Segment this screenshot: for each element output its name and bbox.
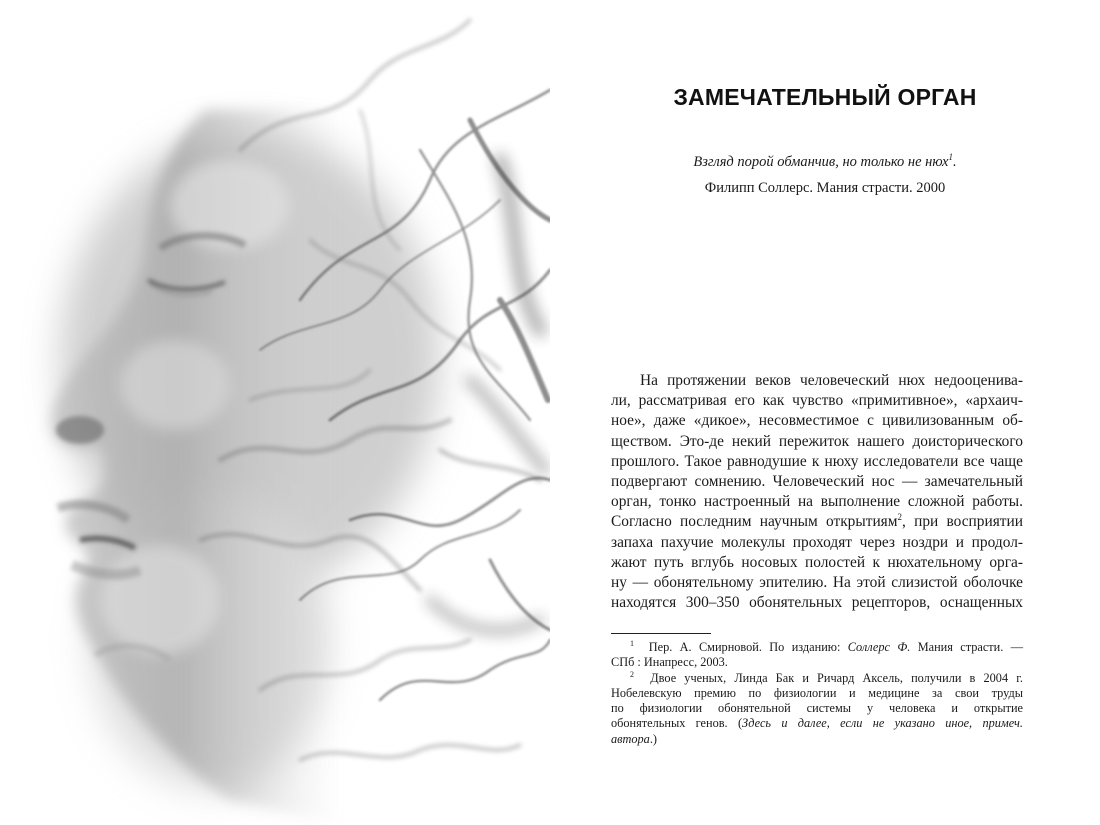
- footnote-ref-1[interactable]: 1: [948, 152, 953, 162]
- body-line: подвергают сомнению. Человеческий нос — замечательный: [611, 473, 1023, 491]
- footnote-2-line: по физиологии обонятельной системы у человека и открытие: [611, 701, 1023, 716]
- body-line: орган, тонко настроенный на выполнение сложной работы.: [611, 493, 1023, 511]
- footnote-divider: [611, 633, 711, 634]
- footnote-2: $^2$ Двое ученых, Линда Бак и Ричард Аксель, получили в 2004 г.: [630, 669, 1023, 685]
- epigraph-quote: Взгляд порой обманчив, но только не нюх$^1$.: [693, 152, 957, 170]
- footnote-2-end: автора.): [611, 731, 657, 746]
- body-line: ли, рассматривая его как чувство «примитивное», «архаич-: [611, 392, 1023, 410]
- footnote-ref-2[interactable]: 2: [897, 512, 902, 523]
- footnote-2-line: Нобелевскую премию по физиологии и медицине за свои труды: [611, 685, 1023, 700]
- footnotes: [611, 640, 1023, 747]
- body-line: жают путь вглубь носовых полостей к нюхательному орга-: [611, 553, 1023, 571]
- chapter-title: ЗАМЕЧАТЕЛЬНЫЙ ОРГАН: [673, 84, 977, 110]
- body-line: прошлого. Такое равнодушие к нюху исследователи все чаще: [611, 452, 1023, 470]
- right-page: [550, 0, 1100, 825]
- epigraph: [550, 152, 1100, 197]
- body-line: запаха пахучие молекулы проходят через ноздри и продол-: [611, 533, 1023, 551]
- epigraph-source: Филипп Соллерс. Мания страсти. 2000: [704, 179, 946, 196]
- body-line: находятся 300–350 обонятельных рецепторов, оснащенных: [611, 594, 1023, 612]
- body-line: ществом. Это-де некий пережиток нашего доисторического: [611, 432, 1023, 450]
- body-line: На протяжении веков человеческий нюх недооценива-: [640, 372, 1023, 389]
- body-line: ну — обонятельному эпителию. На этой слизистой оболочке: [611, 574, 1023, 592]
- body-line: Согласно последним научным открытиям$^2$, при восприятии: [611, 512, 1023, 531]
- footnote-1: $^1$ Пер. А. Смирновой. По изданию: Соллерс Ф. Мания страсти. —: [630, 638, 1023, 654]
- footnote-1-cont: СПб : Инапресс, 2003.: [611, 655, 728, 670]
- footnote-2-line: обонятельных генов. (Здесь и далее, если не указано иное, примеч.: [611, 716, 1023, 731]
- body-line: ное», даже «дикое», несовместимое с цивилизованным об-: [611, 412, 1023, 430]
- body-text: [611, 371, 1023, 613]
